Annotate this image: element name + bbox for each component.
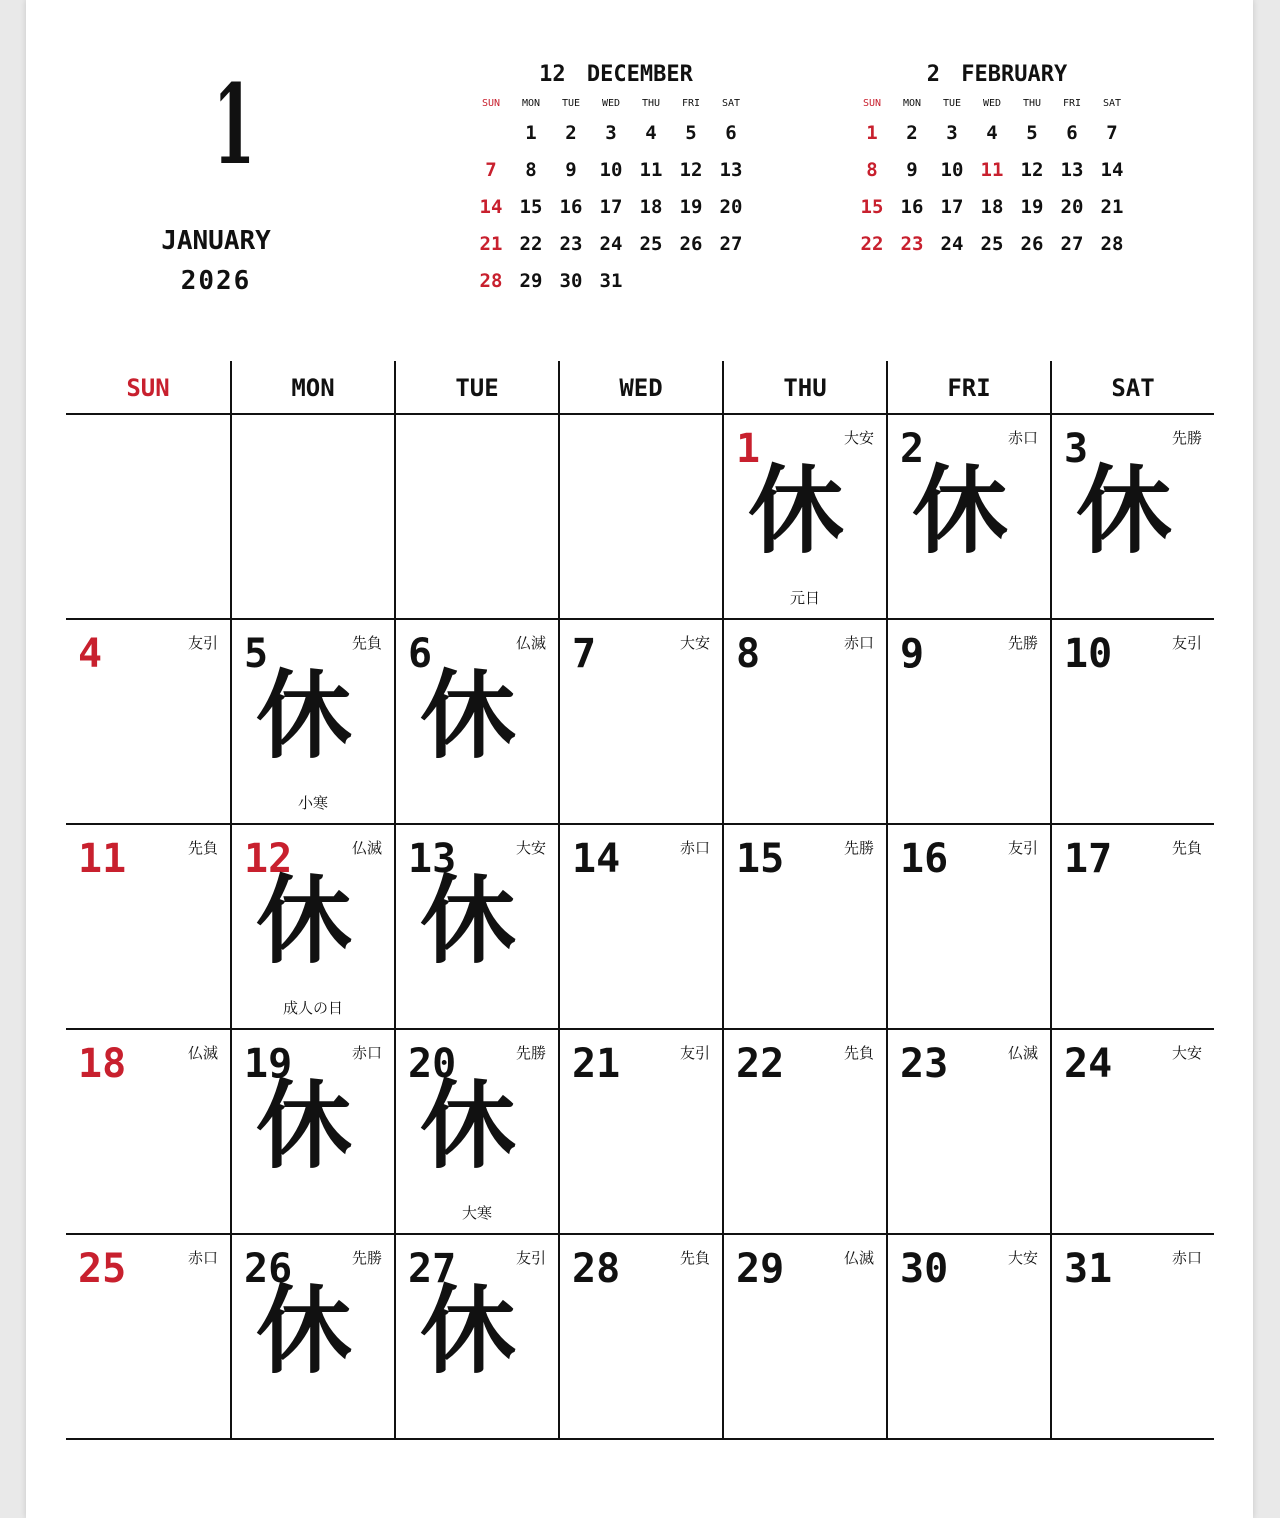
day-number: 9 xyxy=(900,631,925,677)
mini-day: 19 xyxy=(679,195,703,218)
mini-weekday-label: THU xyxy=(1022,97,1042,109)
day-cell-23 xyxy=(886,1030,1050,1233)
mini-day: 20 xyxy=(1060,195,1084,218)
mini-day: 18 xyxy=(980,195,1004,218)
day-cell-29 xyxy=(722,1235,886,1438)
day-cell-18 xyxy=(66,1030,230,1233)
mini-weekday-label: TUE xyxy=(561,97,581,109)
mini-day: 12 xyxy=(1020,158,1044,181)
mini-day: 30 xyxy=(559,269,583,292)
day-cell-28 xyxy=(558,1235,722,1438)
weekday-header-mon: MON xyxy=(230,361,394,413)
mini-day: 8 xyxy=(525,158,537,181)
day-number: 20 xyxy=(408,1041,457,1087)
mini-day: 3 xyxy=(605,121,617,144)
mini-calendar-title xyxy=(471,58,761,92)
mini-day: 24 xyxy=(940,232,964,255)
mini-weekday-label: FRI xyxy=(1062,97,1082,109)
day-off-mark: 休 xyxy=(912,455,1008,567)
rokuyo-label: 友引 xyxy=(515,1249,546,1267)
mini-month-number: 2 xyxy=(926,62,941,87)
mini-day: 20 xyxy=(719,195,743,218)
mini-day: 17 xyxy=(599,195,623,218)
holiday-name: 成人の日 xyxy=(282,999,343,1017)
mini-day: 11 xyxy=(980,158,1004,181)
rokuyo-label: 赤口 xyxy=(1171,1249,1202,1267)
holiday-name: 小寒 xyxy=(297,794,328,812)
day-cell-13 xyxy=(394,825,558,1028)
mini-day: 15 xyxy=(860,195,884,218)
mini-weekday-label: SAT xyxy=(721,97,741,109)
mini-week-row xyxy=(852,188,1132,225)
day-number: 8 xyxy=(736,631,761,677)
mini-day: 25 xyxy=(980,232,1004,255)
empty-day-cell xyxy=(230,415,394,618)
mini-day: 13 xyxy=(719,158,743,181)
rokuyo-label: 先負 xyxy=(1171,839,1202,857)
rokuyo-label: 赤口 xyxy=(187,1249,218,1267)
mini-day: 11 xyxy=(639,158,663,181)
mini-day: 29 xyxy=(519,269,543,292)
day-cell-19 xyxy=(230,1030,394,1233)
mini-day: 17 xyxy=(940,195,964,218)
rokuyo-label: 赤口 xyxy=(679,839,710,857)
mini-day: 8 xyxy=(866,158,878,181)
day-number: 4 xyxy=(78,631,103,677)
rokuyo-label: 大安 xyxy=(843,429,874,447)
mini-day: 6 xyxy=(725,121,737,144)
day-cell-1 xyxy=(722,415,886,618)
day-number: 30 xyxy=(900,1246,949,1292)
day-off-mark: 休 xyxy=(420,1070,516,1182)
holiday-name: 大寒 xyxy=(461,1204,492,1222)
day-cell-2 xyxy=(886,415,1050,618)
day-cell-10 xyxy=(1050,620,1214,823)
day-number: 16 xyxy=(900,836,949,882)
day-number: 15 xyxy=(736,836,785,882)
day-cell-3 xyxy=(1050,415,1214,618)
day-cell-8 xyxy=(722,620,886,823)
rokuyo-label: 仏滅 xyxy=(1007,1044,1038,1062)
day-cell-21 xyxy=(558,1030,722,1233)
empty-day-cell xyxy=(394,415,558,618)
mini-day: 22 xyxy=(519,232,543,255)
day-cell-25 xyxy=(66,1235,230,1438)
day-off-mark: 休 xyxy=(420,865,516,977)
mini-day: 26 xyxy=(1020,232,1044,255)
day-number: 28 xyxy=(572,1246,621,1292)
day-cell-24 xyxy=(1050,1030,1214,1233)
mini-weekday-label: SUN xyxy=(862,97,882,109)
year: 2026 xyxy=(180,266,252,296)
day-cell-11 xyxy=(66,825,230,1028)
day-cell-31 xyxy=(1050,1235,1214,1438)
mini-day: 16 xyxy=(559,195,583,218)
mini-day: 4 xyxy=(986,121,998,144)
mini-weekday-label: MON xyxy=(521,97,541,109)
day-cell-14 xyxy=(558,825,722,1028)
mini-day: 5 xyxy=(1026,121,1038,144)
mini-day: 4 xyxy=(645,121,657,144)
day-cell-20 xyxy=(394,1030,558,1233)
rokuyo-label: 大安 xyxy=(515,839,546,857)
mini-day: 9 xyxy=(565,158,577,181)
mini-calendar-grid xyxy=(471,92,751,299)
mini-day: 12 xyxy=(679,158,703,181)
day-number: 11 xyxy=(78,836,127,882)
month-grid xyxy=(66,361,1214,1440)
day-cell-7 xyxy=(558,620,722,823)
day-number: 3 xyxy=(1064,426,1089,472)
day-number: 1 xyxy=(736,426,761,472)
mini-day: 14 xyxy=(479,195,503,218)
mini-month-number: 12 xyxy=(539,62,566,87)
rokuyo-label: 友引 xyxy=(1007,839,1038,857)
mini-day: 24 xyxy=(599,232,623,255)
rokuyo-label: 先負 xyxy=(843,1044,874,1062)
mini-day: 1 xyxy=(866,121,878,144)
mini-calendar-grid xyxy=(852,92,1132,262)
holiday-name: 元日 xyxy=(789,589,820,607)
rokuyo-label: 先勝 xyxy=(1007,634,1038,652)
mini-calendar-december xyxy=(471,58,761,299)
mini-day xyxy=(471,114,511,151)
mini-weekday-label: THU xyxy=(641,97,661,109)
mini-day: 18 xyxy=(639,195,663,218)
day-off-mark: 休 xyxy=(1076,455,1172,567)
mini-day: 10 xyxy=(599,158,623,181)
mini-week-row xyxy=(852,225,1132,262)
weekday-header-sun: SUN xyxy=(126,374,170,402)
weekday-header-tue: TUE xyxy=(394,361,558,413)
rokuyo-label: 赤口 xyxy=(351,1044,382,1062)
mini-day: 2 xyxy=(565,121,577,144)
empty-day-cell xyxy=(66,415,230,618)
mini-week-row xyxy=(471,114,751,151)
mini-day xyxy=(711,262,751,299)
mini-weekday-label: FRI xyxy=(681,97,701,109)
mini-weekday-label: SAT xyxy=(1102,97,1122,109)
day-cell-22 xyxy=(722,1030,886,1233)
day-number: 21 xyxy=(572,1041,621,1087)
day-cell-12 xyxy=(230,825,394,1028)
day-number: 22 xyxy=(736,1041,785,1087)
mini-day: 14 xyxy=(1100,158,1124,181)
week-row xyxy=(66,620,1214,825)
rokuyo-label: 先勝 xyxy=(351,1249,382,1267)
day-number: 29 xyxy=(736,1246,785,1292)
mini-day: 7 xyxy=(485,158,497,181)
mini-day: 31 xyxy=(599,269,623,292)
day-off-mark: 休 xyxy=(256,660,352,772)
rokuyo-label: 先勝 xyxy=(843,839,874,857)
day-cell-30 xyxy=(886,1235,1050,1438)
mini-calendar-title xyxy=(852,58,1142,92)
rokuyo-label: 友引 xyxy=(187,634,218,652)
mini-day: 28 xyxy=(479,269,503,292)
day-number: 19 xyxy=(244,1041,293,1087)
mini-weekday-label: WED xyxy=(982,97,1002,109)
mini-week-row xyxy=(471,151,751,188)
rokuyo-label: 大安 xyxy=(1171,1044,1202,1062)
month-name: JANUARY xyxy=(161,226,271,256)
weekday-header-row xyxy=(66,361,1214,415)
day-number: 10 xyxy=(1064,631,1113,677)
day-cell-16 xyxy=(886,825,1050,1028)
mini-day: 13 xyxy=(1060,158,1084,181)
day-number: 7 xyxy=(572,631,597,677)
day-number: 23 xyxy=(900,1041,949,1087)
mini-day: 15 xyxy=(519,195,543,218)
rokuyo-label: 大安 xyxy=(1007,1249,1038,1267)
rokuyo-label: 友引 xyxy=(679,1044,710,1062)
day-cell-5 xyxy=(230,620,394,823)
rokuyo-label: 仏滅 xyxy=(843,1249,874,1267)
mini-day xyxy=(671,262,711,299)
mini-week-row xyxy=(471,225,751,262)
rokuyo-label: 先負 xyxy=(187,839,218,857)
mini-day: 2 xyxy=(906,121,918,144)
rokuyo-label: 先勝 xyxy=(515,1044,546,1062)
day-off-mark: 休 xyxy=(748,455,844,567)
day-off-mark: 休 xyxy=(420,1275,516,1387)
day-cell-17 xyxy=(1050,825,1214,1028)
day-cell-9 xyxy=(886,620,1050,823)
mini-day: 9 xyxy=(906,158,918,181)
mini-calendar-february xyxy=(852,58,1142,262)
mini-day: 16 xyxy=(900,195,924,218)
day-number: 18 xyxy=(78,1041,127,1087)
mini-week-row xyxy=(471,262,751,299)
day-number: 5 xyxy=(244,631,269,677)
day-number: 14 xyxy=(572,836,621,882)
rokuyo-label: 先負 xyxy=(351,634,382,652)
day-number: 17 xyxy=(1064,836,1113,882)
mini-day: 28 xyxy=(1100,232,1124,255)
week-row xyxy=(66,825,1214,1030)
day-cell-15 xyxy=(722,825,886,1028)
week-row xyxy=(66,415,1214,620)
mini-day: 25 xyxy=(639,232,663,255)
empty-day-cell xyxy=(558,415,722,618)
mini-day: 27 xyxy=(719,232,743,255)
day-number: 31 xyxy=(1064,1246,1113,1292)
day-off-mark: 休 xyxy=(256,1070,352,1182)
mini-day: 10 xyxy=(940,158,964,181)
rokuyo-label: 赤口 xyxy=(1007,429,1038,447)
mini-day: 6 xyxy=(1066,121,1078,144)
mini-day: 23 xyxy=(559,232,583,255)
day-cell-6 xyxy=(394,620,558,823)
weekday-header-thu: THU xyxy=(722,361,886,413)
rokuyo-label: 仏滅 xyxy=(351,839,382,857)
week-row xyxy=(66,1030,1214,1235)
mini-day: 27 xyxy=(1060,232,1084,255)
mini-day: 3 xyxy=(946,121,958,144)
day-off-mark: 休 xyxy=(256,865,352,977)
day-number: 26 xyxy=(244,1246,293,1292)
week-row xyxy=(66,1235,1214,1440)
mini-day: 22 xyxy=(860,232,884,255)
weeks xyxy=(66,415,1214,1440)
calendar-page xyxy=(26,0,1253,1518)
day-cell-26 xyxy=(230,1235,394,1438)
mini-weekday-label: TUE xyxy=(942,97,962,109)
day-number: 24 xyxy=(1064,1041,1113,1087)
mini-day: 26 xyxy=(679,232,703,255)
day-number: 12 xyxy=(244,836,293,882)
rokuyo-label: 友引 xyxy=(1171,634,1202,652)
rokuyo-label: 赤口 xyxy=(843,634,874,652)
mini-week-row xyxy=(852,114,1132,151)
rokuyo-label: 先勝 xyxy=(1171,429,1202,447)
mini-day: 23 xyxy=(900,232,924,255)
big-month-number: 1 xyxy=(213,60,256,189)
mini-day: 19 xyxy=(1020,195,1044,218)
weekday-header-sat: SAT xyxy=(1050,361,1214,413)
mini-month-name: FEBRUARY xyxy=(961,62,1068,87)
rokuyo-label: 大安 xyxy=(679,634,710,652)
day-off-mark: 休 xyxy=(256,1275,352,1387)
weekday-header-wed: WED xyxy=(558,361,722,413)
mini-day: 21 xyxy=(479,232,503,255)
day-number: 25 xyxy=(78,1246,127,1292)
day-number: 6 xyxy=(408,631,433,677)
day-off-mark: 休 xyxy=(420,660,516,772)
day-number: 2 xyxy=(900,426,925,472)
rokuyo-label: 仏滅 xyxy=(187,1044,218,1062)
mini-day: 21 xyxy=(1100,195,1124,218)
mini-weekday-label: SUN xyxy=(481,97,501,109)
day-cell-4 xyxy=(66,620,230,823)
mini-week-row xyxy=(471,188,751,225)
mini-week-row xyxy=(852,151,1132,188)
mini-month-name: DECEMBER xyxy=(586,62,693,87)
day-cell-27 xyxy=(394,1235,558,1438)
mini-weekday-label: WED xyxy=(601,97,621,109)
mini-weekday-label: MON xyxy=(902,97,922,109)
rokuyo-label: 先負 xyxy=(679,1249,710,1267)
day-number: 13 xyxy=(408,836,457,882)
mini-day: 1 xyxy=(525,121,537,144)
day-number: 27 xyxy=(408,1246,457,1292)
rokuyo-label: 仏滅 xyxy=(515,634,546,652)
weekday-header-fri: FRI xyxy=(886,361,1050,413)
mini-day: 5 xyxy=(685,121,697,144)
mini-day xyxy=(631,262,671,299)
mini-day: 7 xyxy=(1106,121,1118,144)
